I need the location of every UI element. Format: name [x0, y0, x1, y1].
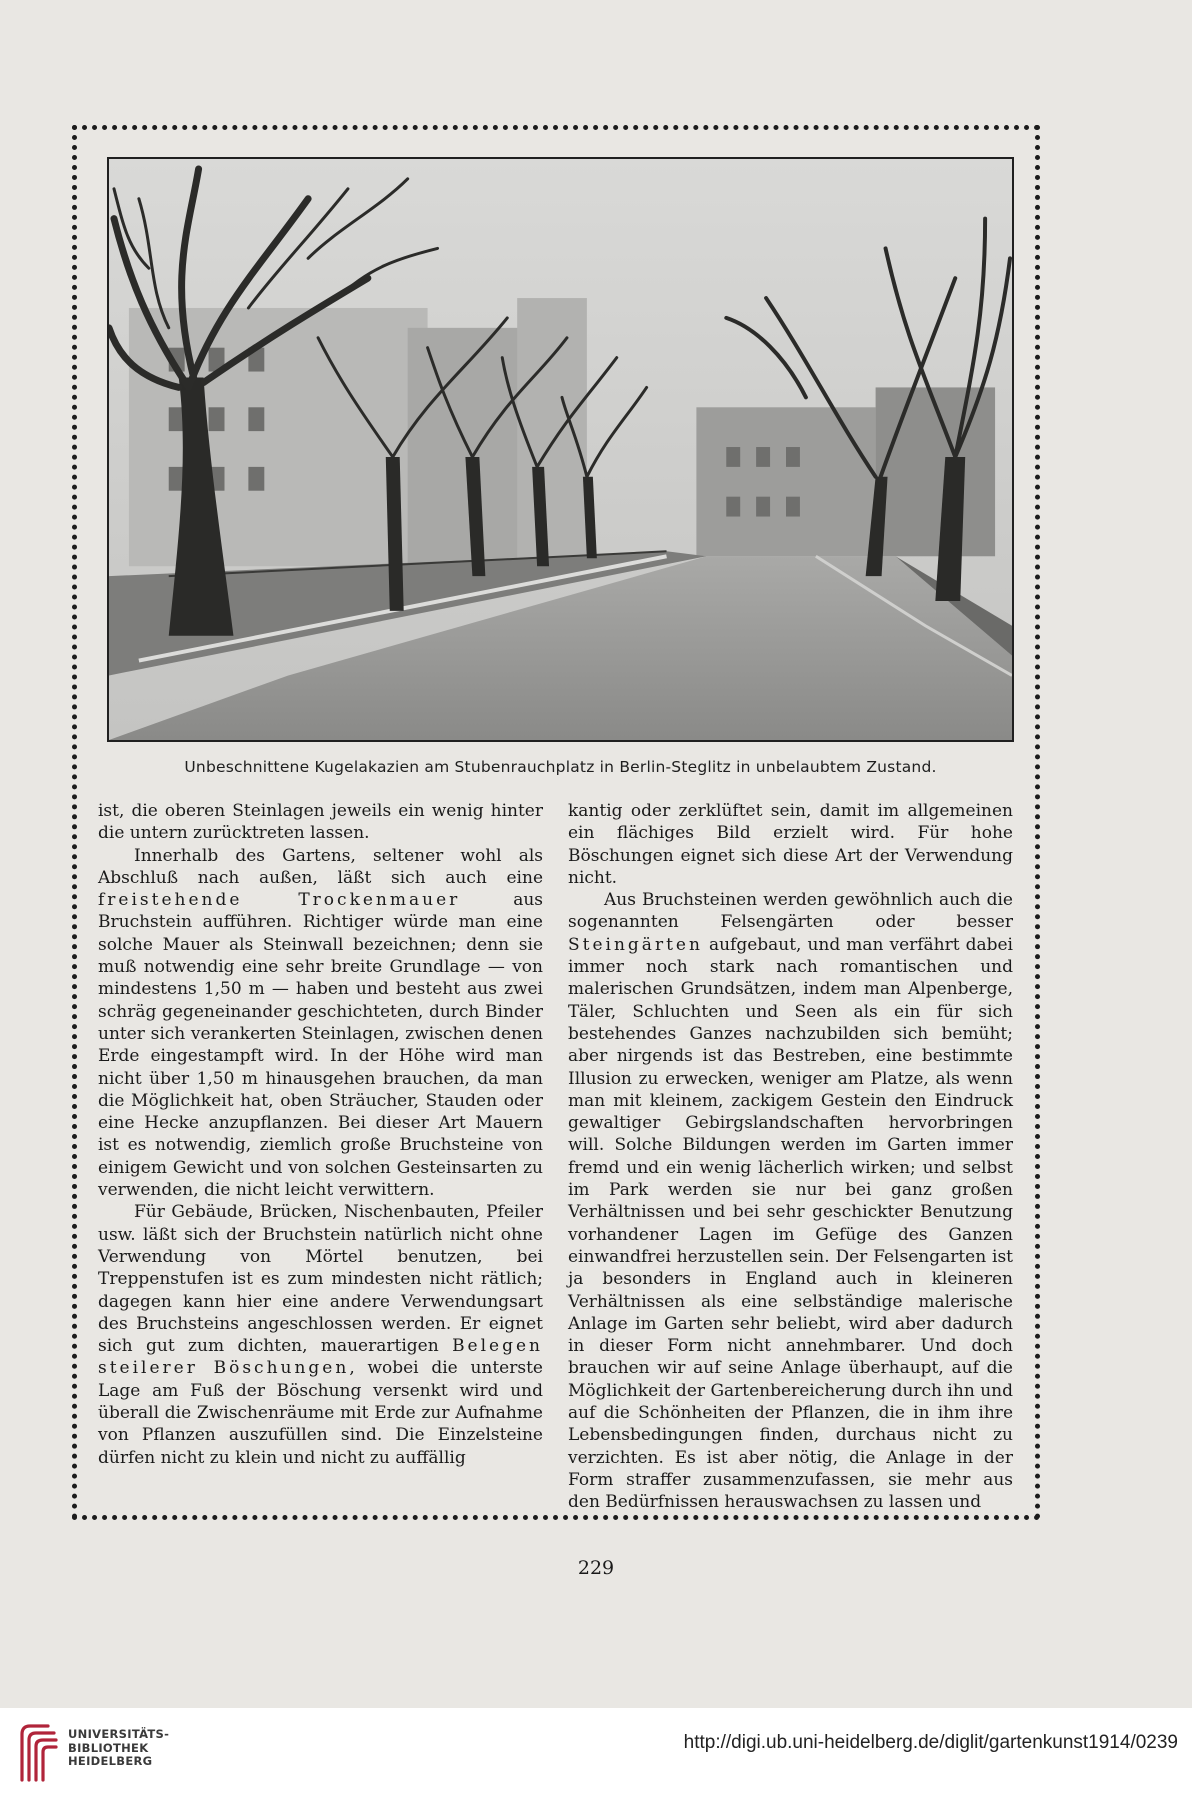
paragraph: kantig oder zerklüftet sein, damit im allgemeinen ein flächiges Bild erzielt wird. Für hohe Böschungen eignet sich diese Art der Verwendung nicht. — [568, 801, 1013, 888]
figure-caption: Unbeschnittene Kugelakazien am Stubenrauchplatz in Berlin-Steglitz in unbelaubtem Zustand. — [184, 758, 937, 776]
library-name-line: HEIDELBERG — [68, 1754, 153, 1768]
paragraph: ist, die oberen Steinlagen jeweils ein wenig hinter die untern zurücktreten lassen. — [98, 801, 543, 844]
spaced-emphasis: freistehende Trockenmauer — [98, 890, 461, 911]
library-name-line: BIBLIOTHEK — [68, 1740, 149, 1755]
spaced-emphasis: Belegen steilerer Böschungen — [98, 1336, 544, 1379]
paragraph — [98, 1201, 543, 1469]
text-span: aus Bruchstein aufführen. Richtiger würde man eine solche Mauer als Steinwall bezeichnen; denn sie muß notwendig eine sehr breite Grundlage — von mindestens 1,50 m — haben und besteht aus zwei schräg gegeneinander geschichteten, durch Binder unter sich verankerten Steinlagen, zwischen denen Erde eingestampft wird. In der Höhe wird man nicht über 1,50 m hinausgehen brauchen, da man die Möglichkeit hat, oben Sträucher, Stauden oder eine Hecke anzupflanzen. Bei dieser Art Mauern ist es notwendig, ziemlich große Bruchsteine von einigem Gewicht und von solchen Gesteinsarten zu verwenden, die nicht leicht verwittern. — [98, 890, 544, 1201]
permalink-url[interactable]: http://digi.ub.uni-heidelberg.de/diglit/gartenkunst1914/0239 — [683, 1732, 1178, 1753]
library-logo-icon — [14, 1722, 58, 1784]
right-text-column — [568, 800, 1013, 1514]
library-name — [68, 1728, 169, 1769]
library-name-line: UNIVERSITÄTS- — [68, 1727, 170, 1741]
text-span: Für Gebäude, Brücken, Nischenbauten, Pfeiler usw. läßt sich der Bruchstein natürlich nicht ohne Verwendung von Mörtel benutzen, bei Treppenstufen ist es zum mindesten nicht rätlich; dagegen kann hier eine andere Verwendungsart des Bruchsteins angeschlossen werden. Er eignet sich gut zum dichten, mauerartigen — [98, 1202, 543, 1357]
left-text-column — [98, 800, 543, 1469]
text-span: aufgebaut, und man verfährt dabei immer noch stark nach romantischen und malerischen Grundsätzen, indem man Alpenberge, Täler, Schluchten und Seen als ein für sich bestehendes Ganzes nachzubilden sich bemüht; aber nirgends ist das Bestreben, eine bestimmte Illusion zu erwecken, weniger am Platze, als wenn man mit kleinem, zackigem Gestein den Eindruck gewaltiger Gebirgslandschaften hervorbringen will. Solche Bildungen werden im Garten immer fremd und ein wenig lächerlich wirken; und selbst im Park werden sie nur bei ganz großen Verhältnissen und bei sehr geschickter Benutzung vorhandener Lagen im Gefüge des Ganzen einwandfrei herzustellen sein. Der Felsengarten ist ja besonders in England auch in kleineren Verhältnissen als eine selbständige malerische Anlage im Garten sehr beliebt, wird aber dadurch in dieser Form nicht annehmbarer. Und doch brauchen wir auf seine Anlage überhaupt, auf die Möglichkeit der Gartenbereicherung durch ihn und auf die Schönheiten der Pflanzen, die in ihm ihre Lebensbedingungen finden, durchaus nicht zu verzichten. Es ist aber nötig, die Anlage in der Form straffer zusammenzufassen, sie mehr aus den Bedürfnissen herauswachsen zu lassen und — [568, 934, 1013, 1513]
street-photograph — [107, 157, 1014, 742]
spaced-emphasis: Steingärten — [568, 934, 703, 955]
photograph-image — [109, 159, 1012, 740]
text-span: , wobei die unterste Lage am Fuß der Böschung versenkt wird und überall die Zwischenräume mit Erde zur Aufnahme von Pflanzen auszufüllen sind. Die Einzelsteine dürfen nicht zu klein und nicht zu auffällig — [98, 1358, 543, 1468]
page-number: 229 — [577, 1557, 615, 1579]
text-span: Aus Bruchsteinen werden gewöhnlich auch die sogenannten Felsengärten oder besser — [568, 890, 1013, 933]
footer-bar — [0, 1708, 1192, 1795]
paragraph — [98, 845, 543, 1202]
text-span: Innerhalb des Gartens, seltener wohl als Abschluß nach außen, läßt sich auch eine — [98, 845, 543, 888]
paragraph — [568, 889, 1013, 1513]
